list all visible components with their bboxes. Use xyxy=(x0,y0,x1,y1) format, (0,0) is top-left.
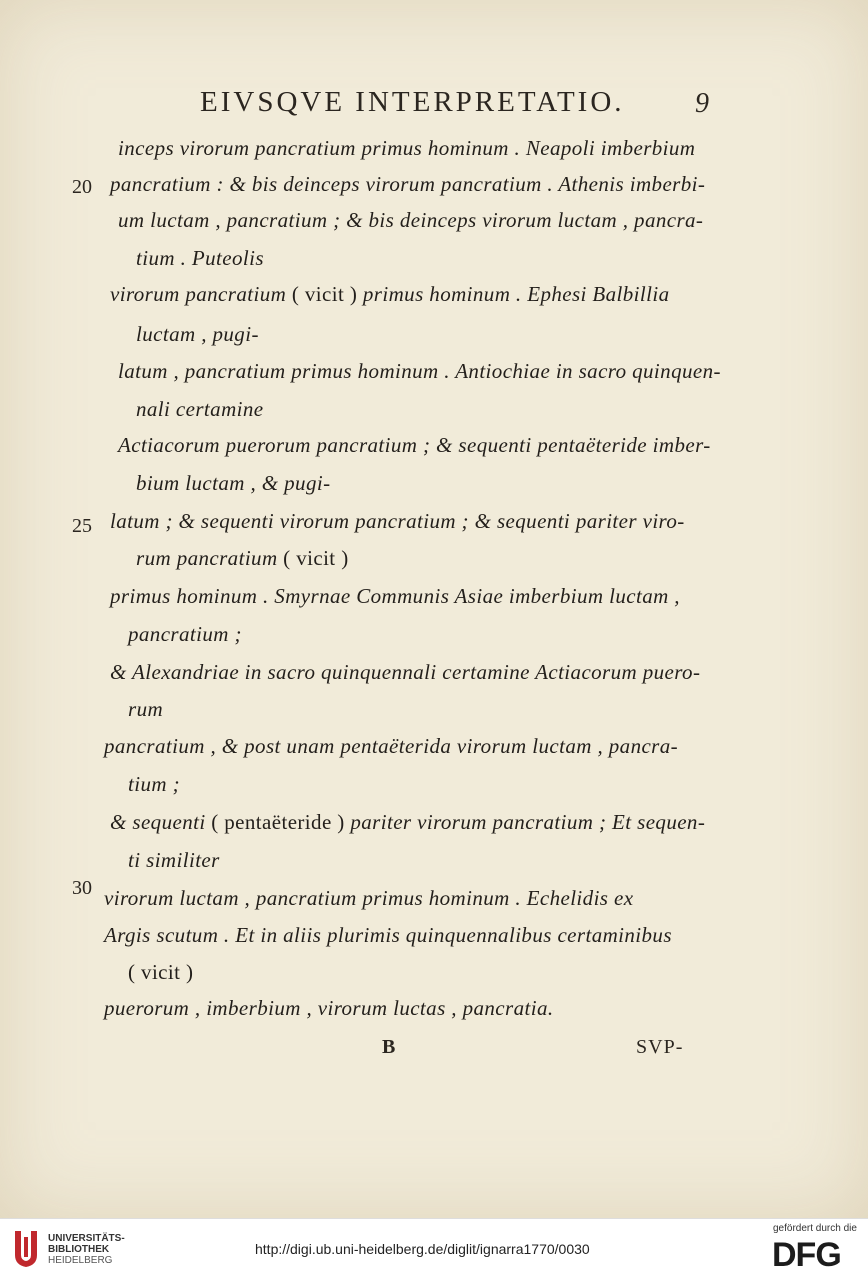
text-line xyxy=(128,960,193,985)
text-line: Argis scutum . Et in aliis plurimis quinquennalibus certaminibus xyxy=(104,923,672,947)
text-line: pancratium : & bis deinceps virorum pancratium . Athenis imberbi- xyxy=(110,172,706,196)
text-italic: virorum pancratium xyxy=(110,282,292,306)
viewer-footer xyxy=(0,1218,868,1279)
text-roman: ( pentaëteride ) xyxy=(211,810,345,834)
text-line: tium . Puteolis xyxy=(136,246,264,270)
text-line: rum xyxy=(128,697,164,721)
text-line: bium luctam , & pugi- xyxy=(136,471,331,495)
text-line xyxy=(110,282,670,307)
text-line: & Alexandriae in sacro quinquennali certamine Actiacorum puero- xyxy=(110,660,701,684)
text-line: luctam , pugi- xyxy=(136,322,259,346)
page-number: 9 xyxy=(695,88,709,119)
text-line: latum , pancratium primus hominum . Antiochiae in sacro quinquen- xyxy=(118,359,721,383)
signature-mark: B xyxy=(382,1036,396,1058)
text-line: primus hominum . Smyrnae Communis Asiae imberbium luctam , xyxy=(110,584,680,608)
text-line: puerorum , imberbium , virorum luctas , pancratia. xyxy=(104,996,554,1020)
library-name-line: BIBLIOTHEK xyxy=(48,1244,110,1255)
funding-caption: gefördert durch die xyxy=(773,1223,857,1234)
text-italic: pariter virorum pancratium ; Et sequen- xyxy=(344,810,706,834)
text-line: latum ; & sequenti virorum pancratium ; & sequenti pariter viro- xyxy=(110,509,685,533)
text-line: pancratium ; xyxy=(128,622,242,646)
text-roman: ( vicit ) xyxy=(283,546,349,570)
dfg-logo[interactable]: DFG xyxy=(772,1236,841,1274)
text-italic: rum pancratium xyxy=(136,546,284,570)
text-italic: primus hominum . Ephesi Balbillia xyxy=(357,282,670,306)
text-line: Actiacorum puerorum pancratium ; & sequenti pentaëteride imber- xyxy=(118,433,711,457)
line-number-30: 30 xyxy=(72,877,92,899)
text-roman: ( vicit ) xyxy=(128,960,194,984)
library-name-line: UNIVERSITÄTS- xyxy=(48,1233,125,1244)
text-line: nali certamine xyxy=(136,397,264,421)
text-line xyxy=(136,546,349,571)
text-line: inceps virorum pancratium primus hominum . Neapoli imberbium xyxy=(118,136,696,160)
text-italic: & sequenti xyxy=(110,810,212,834)
line-number-25: 25 xyxy=(72,515,92,537)
text-line: tium ; xyxy=(128,772,180,796)
line-number-20: 20 xyxy=(72,176,92,198)
catchword: SVP- xyxy=(636,1036,684,1058)
text-line: pancratium , & post unam pentaëterida virorum luctam , pancra- xyxy=(104,734,679,758)
running-head: EIVSQVE INTERPRETATIO. xyxy=(200,86,625,118)
library-name xyxy=(48,1233,125,1266)
permalink-url[interactable]: http://digi.ub.uni-heidelberg.de/diglit/ignarra1770/0030 xyxy=(255,1241,590,1257)
text-line: um luctam , pancratium ; & bis deinceps virorum luctam , pancra- xyxy=(118,208,704,232)
text-line xyxy=(110,810,705,835)
university-library-logo-icon[interactable] xyxy=(12,1229,40,1269)
library-name-line: HEIDELBERG xyxy=(48,1255,113,1266)
text-line: virorum luctam , pancratium primus hominum . Echelidis ex xyxy=(104,886,634,910)
text-roman: ( vicit ) xyxy=(291,282,358,306)
text-line: ti similiter xyxy=(128,848,220,872)
